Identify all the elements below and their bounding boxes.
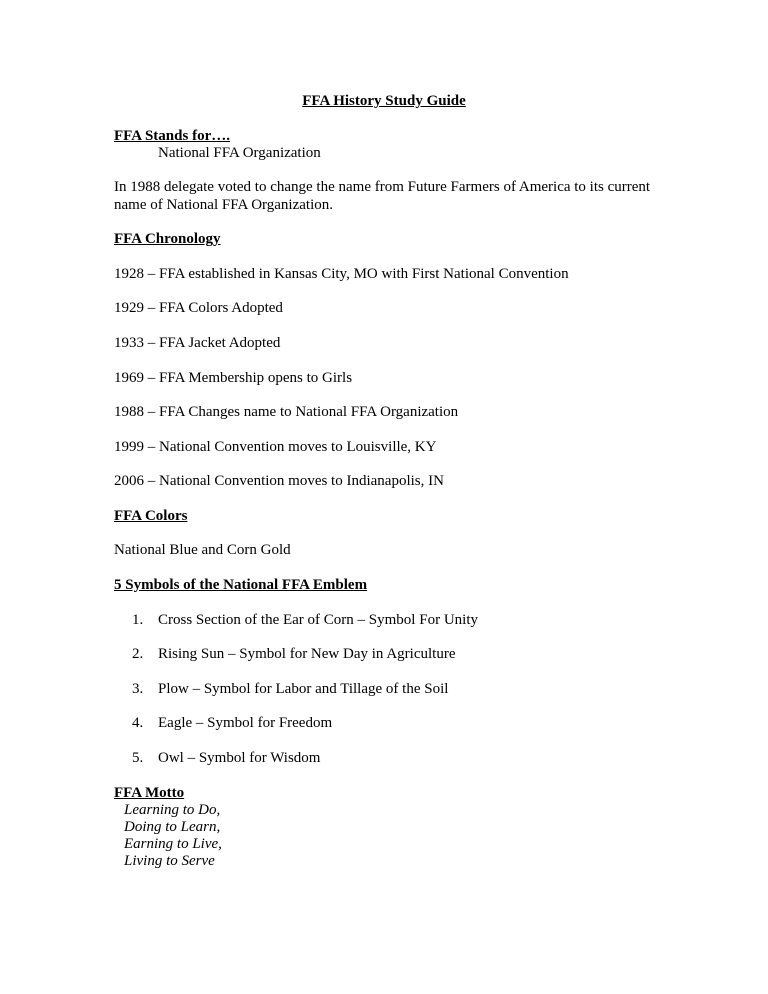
list-item <box>132 714 332 732</box>
motto-line: Living to Serve <box>124 853 215 869</box>
list-item-text: Rising Sun – Symbol for New Day in Agriculture <box>158 646 456 662</box>
chronology-item: 1928 – FFA established in Kansas City, MO with First National Convention <box>114 266 569 282</box>
list-item <box>132 611 478 629</box>
list-item-text: Cross Section of the Ear of Corn – Symbol For Unity <box>158 612 478 628</box>
list-item-number: 3. <box>132 681 144 697</box>
chronology-heading: FFA Chronology <box>114 231 221 247</box>
stands-for-value: National FFA Organization <box>158 145 321 161</box>
list-item-number: 1. <box>132 612 144 628</box>
list-item-text: Owl – Symbol for Wisdom <box>158 750 321 766</box>
list-item-number: 5. <box>132 750 144 766</box>
colors-heading: FFA Colors <box>114 508 188 524</box>
colors-value: National Blue and Corn Gold <box>114 542 291 558</box>
motto-heading: FFA Motto <box>114 785 185 801</box>
list-item-text: Plow – Symbol for Labor and Tillage of the Soil <box>158 681 449 697</box>
list-item <box>132 680 448 698</box>
list-item <box>132 749 320 767</box>
page-title: FFA History Study Guide <box>302 93 466 109</box>
motto-line: Earning to Live, <box>124 836 222 852</box>
chronology-item: 1999 – National Convention moves to Louisville, KY <box>114 439 437 455</box>
list-item-text: Eagle – Symbol for Freedom <box>158 715 333 731</box>
motto-line: Doing to Learn, <box>124 819 221 835</box>
chronology-item: 1929 – FFA Colors Adopted <box>114 300 283 316</box>
chronology-item: 2006 – National Convention moves to Indianapolis, IN <box>114 473 444 489</box>
list-item <box>132 645 455 663</box>
list-item-number: 2. <box>132 646 144 662</box>
motto-line: Learning to Do, <box>124 802 221 818</box>
chronology-item: 1988 – FFA Changes name to National FFA Organization <box>114 404 459 420</box>
stands-for-heading: FFA Stands for…. <box>114 128 230 144</box>
symbols-heading: 5 Symbols of the National FFA Emblem <box>114 577 368 593</box>
list-item-number: 4. <box>132 715 144 731</box>
chronology-item: 1933 – FFA Jacket Adopted <box>114 335 281 351</box>
chronology-item: 1969 – FFA Membership opens to Girls <box>114 370 353 386</box>
intro-paragraph: In 1988 delegate voted to change the name from Future Farmers of America to its current name of National FFA Organization. <box>114 179 651 213</box>
